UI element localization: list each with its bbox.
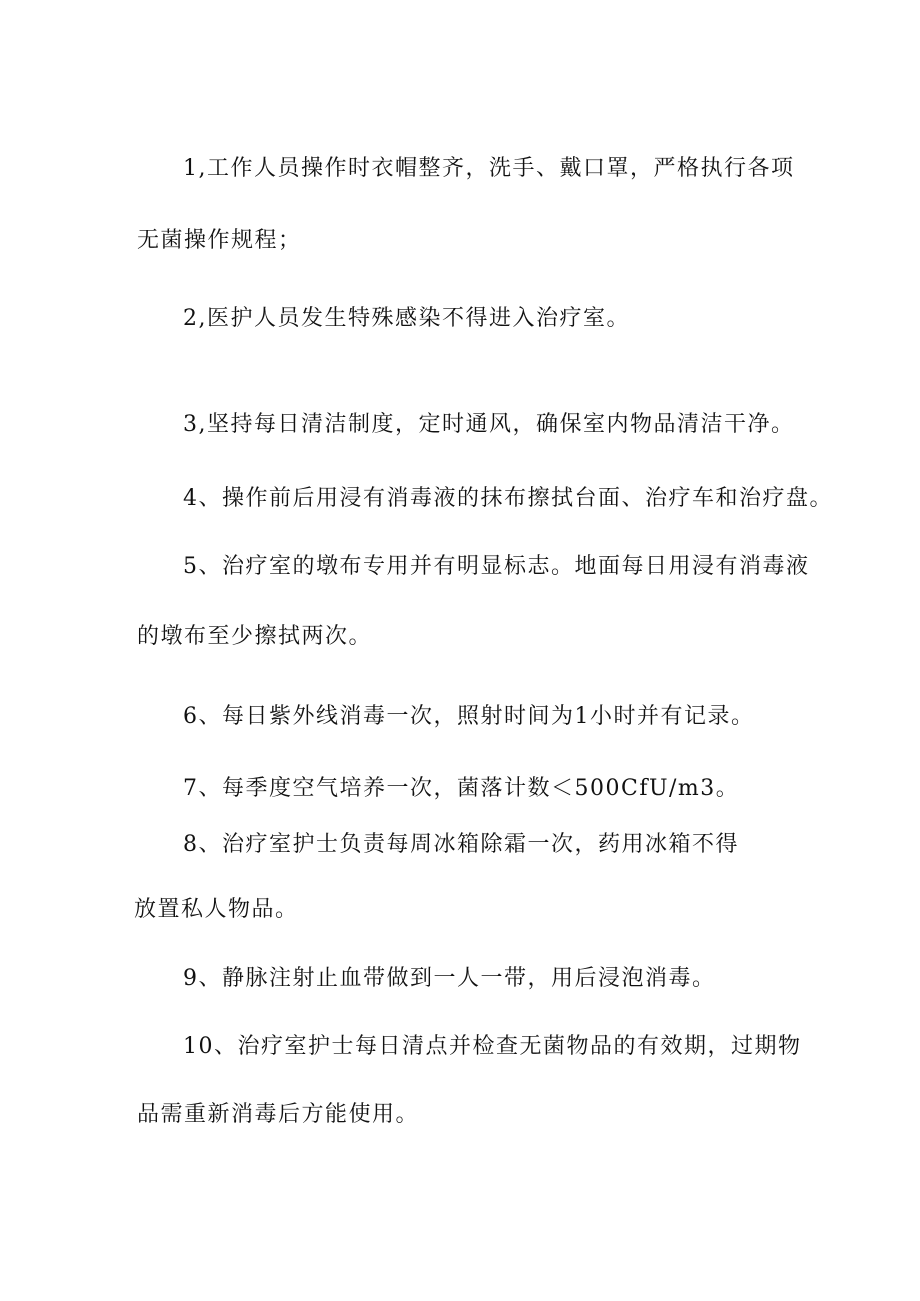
rule-8-line-2: 放置私人物品。	[134, 897, 299, 922]
rule-10-line-2: 品需重新消毒后方能使用。	[137, 1102, 420, 1127]
rule-5-line-2: 的墩布至少擦拭两次。	[137, 624, 373, 649]
rule-8-line-1: 8、治疗室护士负责每周冰箱除霜一次，药用冰箱不得	[183, 832, 739, 857]
rule-4-line-1: 4、操作前后用浸有消毒液的抹布擦拭台面、治疗车和治疗盘。	[183, 486, 833, 511]
rule-5-line-1: 5、治疗室的墩布专用并有明显标志。地面每日用浸有消毒液	[183, 554, 810, 579]
rule-2-line-1: 2,医护人员发生特殊感染不得进入治疗室。	[183, 306, 630, 331]
rule-10-line-1: 10、治疗室护士每日清点并检查无菌物品的有效期，过期物	[183, 1034, 802, 1059]
rule-3-line-1: 3,坚持每日清洁制度，定时通风，确保室内物品清洁干净。	[183, 412, 795, 437]
rule-7-line-1: 7、每季度空气培养一次，菌落计数＜500CfU/m3。	[183, 776, 740, 801]
rule-6-line-1: 6、每日紫外线消毒一次，照射时间为1小时并有记录。	[183, 704, 755, 729]
rule-1-line-1: 1,工作人员操作时衣帽整齐，洗手、戴口罩，严格执行各项	[183, 156, 795, 181]
rule-9-line-1: 9、静脉注射止血带做到一人一带，用后浸泡消毒。	[183, 966, 716, 991]
rule-1-line-2: 无菌操作规程；	[137, 228, 302, 253]
